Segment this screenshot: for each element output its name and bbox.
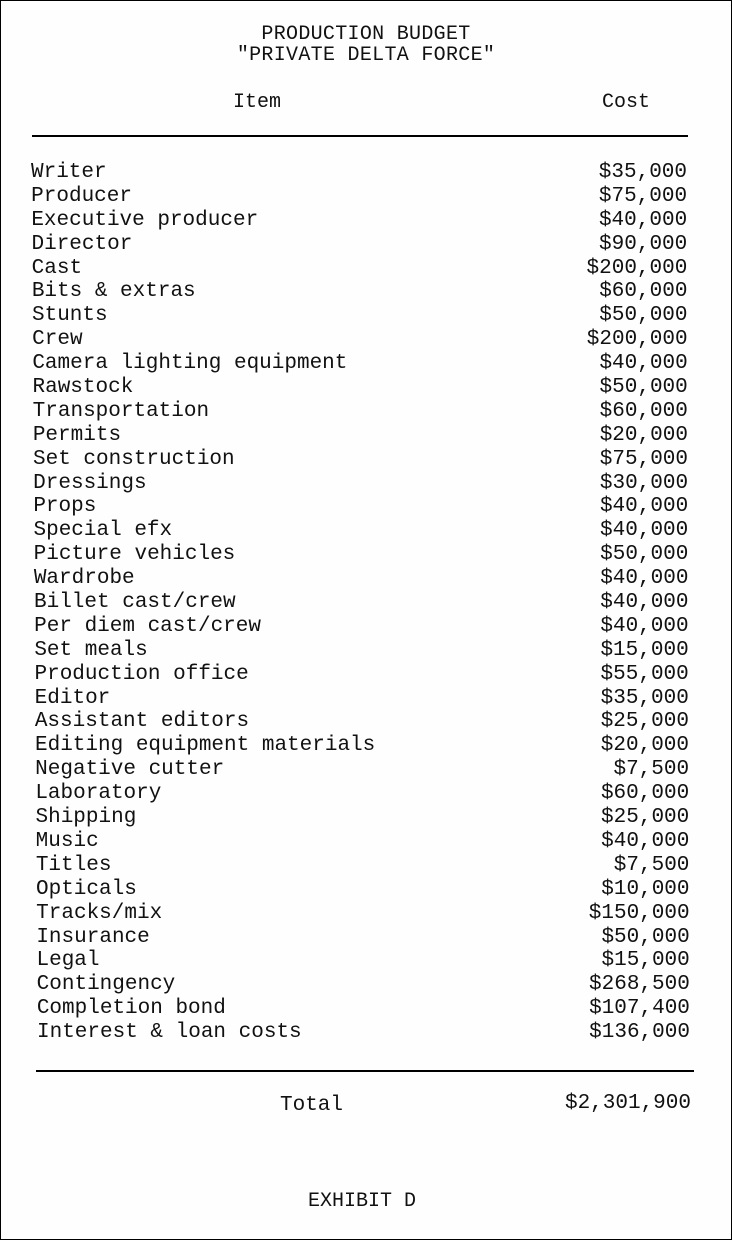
table-row xyxy=(1,782,731,806)
table-row xyxy=(1,352,731,376)
exhibit-label: EXHIBIT D xyxy=(308,1190,417,1213)
row-item-label: Rawstock xyxy=(32,376,134,400)
row-item-label: Insurance xyxy=(36,925,150,949)
row-cost-value: $55,000 xyxy=(600,662,689,686)
row-item-label: Music xyxy=(35,829,99,853)
row-item-label: Set construction xyxy=(33,447,235,471)
row-item-label: Bits & extras xyxy=(31,280,196,304)
table-row xyxy=(1,519,731,543)
table-row xyxy=(1,328,731,352)
table-row xyxy=(1,376,731,400)
row-cost-value: $40,000 xyxy=(600,591,689,615)
row-item-label: Negative cutter xyxy=(35,758,225,782)
row-item-label: Shipping xyxy=(35,806,137,830)
document-subtitle: "PRIVATE DELTA FORCE" xyxy=(236,44,496,67)
row-cost-value: $30,000 xyxy=(599,471,689,495)
row-item-label: Legal xyxy=(36,949,100,973)
table-row xyxy=(1,615,731,639)
row-cost-value: $50,000 xyxy=(601,925,690,949)
table-row xyxy=(1,926,731,950)
row-item-label: Opticals xyxy=(36,877,137,901)
row-item-label: Executive producer xyxy=(31,208,259,232)
row-cost-value: $150,000 xyxy=(588,901,690,925)
header-divider xyxy=(32,135,688,137)
row-item-label: Editor xyxy=(34,686,111,710)
row-item-label: Transportation xyxy=(32,399,210,423)
table-row xyxy=(1,448,731,472)
row-cost-value: $15,000 xyxy=(601,949,690,973)
table-row xyxy=(1,280,731,304)
row-item-label: Permits xyxy=(32,423,122,447)
row-item-label: Laboratory xyxy=(35,782,162,806)
table-row xyxy=(1,1021,731,1045)
table-row xyxy=(1,854,731,878)
row-cost-value: $40,000 xyxy=(600,614,689,638)
total-label: Total xyxy=(280,1094,344,1117)
row-cost-value: $7,500 xyxy=(613,853,690,877)
table-row xyxy=(1,734,731,758)
row-cost-value: $20,000 xyxy=(599,423,688,447)
table-row xyxy=(1,161,731,185)
column-header-cost: Cost xyxy=(602,91,651,114)
budget-table xyxy=(1,161,731,1045)
table-row xyxy=(1,902,731,926)
row-item-label: Producer xyxy=(31,184,132,208)
row-cost-value: $60,000 xyxy=(599,399,688,423)
table-row xyxy=(1,997,731,1021)
row-cost-value: $20,000 xyxy=(600,734,689,758)
row-cost-value: $35,000 xyxy=(600,686,689,710)
row-item-label: Writer xyxy=(31,161,107,184)
row-cost-value: $40,000 xyxy=(598,208,688,232)
table-row xyxy=(1,973,731,997)
row-item-label: Stunts xyxy=(32,304,108,328)
row-cost-value: $60,000 xyxy=(600,782,690,806)
row-item-label: Billet cast/crew xyxy=(34,591,236,615)
row-item-label: Interest & loan costs xyxy=(37,1021,302,1045)
row-cost-value: $200,000 xyxy=(586,256,688,280)
table-row xyxy=(1,304,731,328)
row-cost-value: $50,000 xyxy=(599,304,688,328)
row-cost-value: $136,000 xyxy=(589,1021,690,1045)
table-row xyxy=(1,710,731,734)
table-row xyxy=(1,185,731,209)
row-cost-value: $25,000 xyxy=(600,710,689,734)
row-item-label: Special efx xyxy=(33,519,173,543)
row-cost-value: $40,000 xyxy=(600,519,689,543)
row-item-label: Titles xyxy=(35,853,112,877)
row-cost-value: $90,000 xyxy=(599,232,688,256)
table-row xyxy=(1,878,731,902)
table-row xyxy=(1,639,731,663)
total-value: $2,301,900 xyxy=(564,1092,691,1115)
row-item-label: Production office xyxy=(34,662,249,686)
table-row xyxy=(1,495,731,519)
row-item-label: Crew xyxy=(32,328,83,352)
row-item-label: Cast xyxy=(31,256,83,280)
table-row xyxy=(1,209,731,233)
row-cost-value: $40,000 xyxy=(599,495,689,519)
document-title: PRODUCTION BUDGET xyxy=(261,23,471,46)
row-cost-value: $35,000 xyxy=(598,161,687,184)
table-row xyxy=(1,424,731,448)
row-item-label: Props xyxy=(33,495,97,519)
row-cost-value: $7,500 xyxy=(613,758,690,782)
table-row xyxy=(1,806,731,830)
row-item-label: Director xyxy=(31,232,133,256)
row-item-label: Per diem cast/crew xyxy=(34,614,261,638)
row-item-label: Contingency xyxy=(36,973,176,997)
row-cost-value: $50,000 xyxy=(600,543,689,567)
row-cost-value: $60,000 xyxy=(599,280,688,304)
row-cost-value: $10,000 xyxy=(601,877,690,901)
table-row xyxy=(1,687,731,711)
row-cost-value: $25,000 xyxy=(601,806,690,830)
row-cost-value: $75,000 xyxy=(598,184,688,208)
table-row xyxy=(1,949,731,973)
table-row xyxy=(1,400,731,424)
row-item-label: Completion bond xyxy=(36,997,226,1021)
table-row xyxy=(1,567,731,591)
row-item-label: Wardrobe xyxy=(33,567,135,591)
row-cost-value: $200,000 xyxy=(586,328,688,352)
table-row xyxy=(1,591,731,615)
row-cost-value: $268,500 xyxy=(589,973,690,997)
row-cost-value: $40,000 xyxy=(600,567,689,591)
table-row xyxy=(1,663,731,687)
row-cost-value: $40,000 xyxy=(601,829,690,853)
row-item-label: Set meals xyxy=(34,638,148,662)
row-item-label: Dressings xyxy=(33,471,147,495)
row-item-label: Editing equipment materials xyxy=(35,734,376,758)
row-item-label: Picture vehicles xyxy=(33,543,236,567)
total-divider xyxy=(36,1070,694,1072)
row-cost-value: $107,400 xyxy=(589,997,690,1021)
row-cost-value: $75,000 xyxy=(599,447,688,471)
row-cost-value: $50,000 xyxy=(599,376,688,400)
table-row xyxy=(1,472,731,496)
row-item-label: Camera lighting equipment xyxy=(32,352,348,376)
table-row xyxy=(1,233,731,257)
table-row xyxy=(1,830,731,854)
row-item-label: Tracks/mix xyxy=(36,901,163,925)
column-header-item: Item xyxy=(233,91,282,114)
row-cost-value: $40,000 xyxy=(599,352,688,376)
row-cost-value: $15,000 xyxy=(600,638,689,662)
table-row xyxy=(1,758,731,782)
table-row xyxy=(1,257,731,281)
table-row xyxy=(1,543,731,567)
row-item-label: Assistant editors xyxy=(34,710,250,734)
